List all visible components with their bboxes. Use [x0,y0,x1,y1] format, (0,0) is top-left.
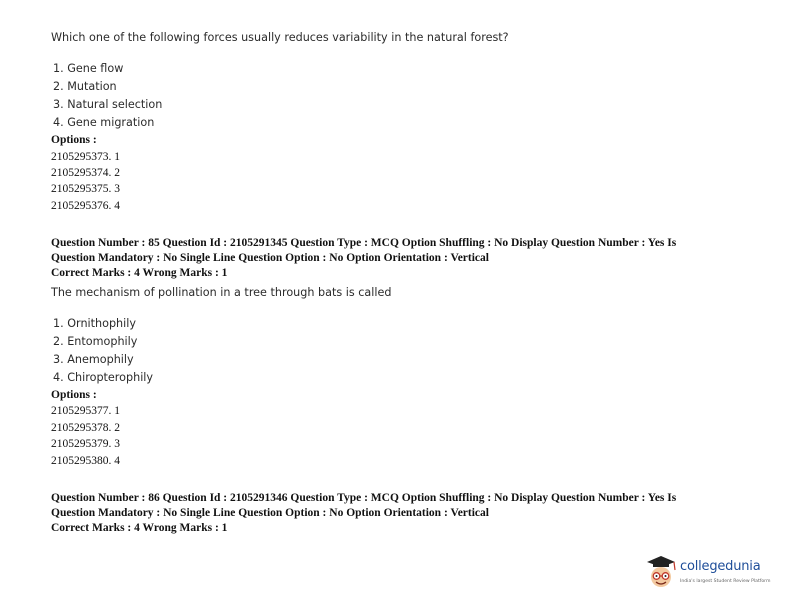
option-4: 4. Gene migration [53,116,155,129]
option-id-4: 2105295380. 4 [51,455,120,467]
question-meta-line1: Question Number : 86 Question Id : 2105291346 Question Type : MCQ Option Shuffling : No Display Question Number : Yes Is [51,492,677,504]
options-heading: Options : [51,389,97,401]
option-2: 2. Mutation [53,80,117,93]
option-id-2: 2105295374. 2 [51,167,120,179]
option-2: 2. Entomophily [53,335,138,348]
options-heading: Options : [51,134,97,146]
logo-tagline: India's largest Student Review Platform [680,579,771,584]
collegedunia-logo [644,553,784,593]
question-marks: Correct Marks : 4 Wrong Marks : 1 [51,522,228,534]
option-1: 1. Ornithophily [53,317,136,330]
question-meta-line2: Question Mandatory : No Single Line Question Option : No Option Orientation : Vertical [51,252,489,264]
option-3: 3. Natural selection [53,98,163,111]
question-meta-line2: Question Mandatory : No Single Line Question Option : No Option Orientation : Vertical [51,507,489,519]
question-meta-line1: Question Number : 85 Question Id : 2105291345 Question Type : MCQ Option Shuffling : No Display Question Number : Yes Is [51,237,677,249]
option-3: 3. Anemophily [53,353,134,366]
question-text: Which one of the following forces usually reduces variability in the natural forest? [51,31,509,44]
option-id-2: 2105295378. 2 [51,422,120,434]
option-1: 1. Gene flow [53,62,124,75]
option-id-1: 2105295377. 1 [51,405,120,417]
option-id-3: 2105295379. 3 [51,438,120,450]
option-id-4: 2105295376. 4 [51,200,120,212]
logo-name: collegedunia [680,559,761,574]
question-marks: Correct Marks : 4 Wrong Marks : 1 [51,267,228,279]
question-text: The mechanism of pollination in a tree through bats is called [51,286,392,299]
option-4: 4. Chiropterophily [53,371,154,384]
mascot-icon [644,553,678,591]
option-id-1: 2105295373. 1 [51,151,120,163]
option-id-3: 2105295375. 3 [51,183,120,195]
